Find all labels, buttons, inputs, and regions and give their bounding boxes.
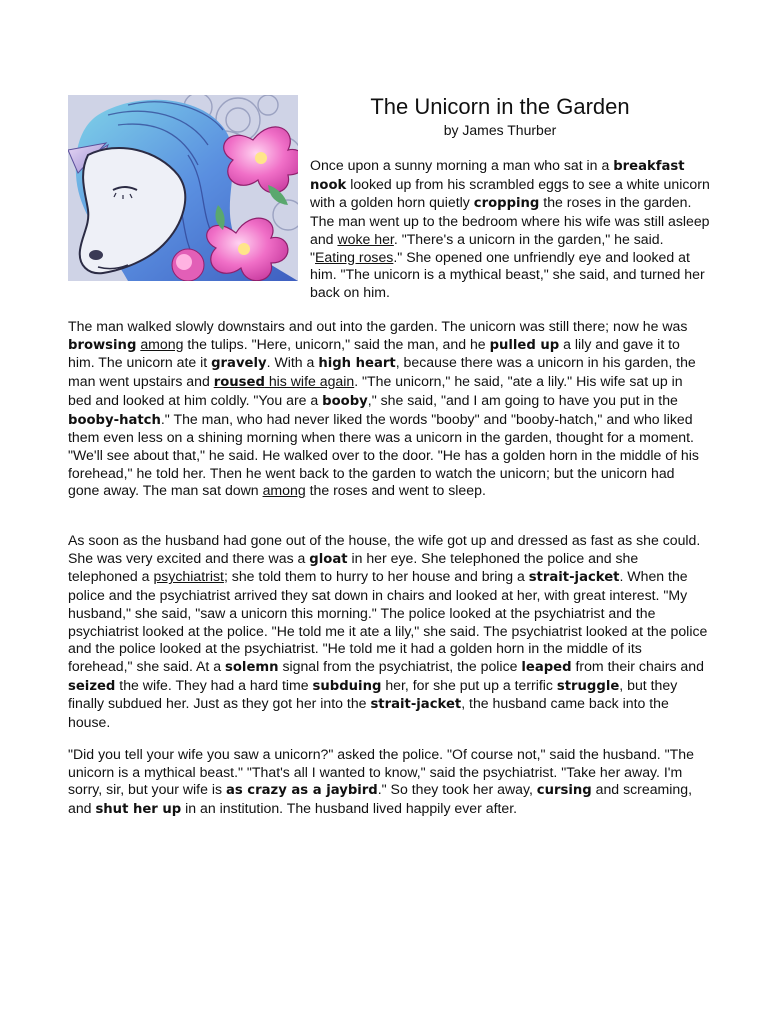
bold-term: booby-hatch — [68, 412, 161, 428]
story-paragraph-3 — [68, 532, 708, 732]
text-run: in her eye. She telephoned the police and she telephoned a — [68, 549, 639, 585]
bold-term: gloat — [309, 551, 348, 567]
text-run: , the husband came back into the house. — [68, 695, 669, 731]
unicorn-illustration — [68, 95, 298, 281]
bold-term: roused — [213, 375, 265, 391]
bold-term: booby — [322, 393, 368, 409]
text-run: her, for she put up a terrific — [381, 676, 557, 693]
underlined-term: among — [262, 482, 306, 499]
text-run: and screaming, and — [68, 781, 692, 817]
bold-term: pulled up — [489, 337, 560, 353]
bold-term: high heart — [318, 356, 396, 372]
underlined-term: his wife again — [264, 373, 355, 390]
bold-term: leaped — [521, 659, 572, 675]
text-run: . "The unicorn," he said, "ate a lily." His wife sat up in bed and looked at him coldly. "You are a — [68, 373, 683, 408]
bold-term: breakfast nook — [310, 159, 685, 193]
bold-term: seized — [68, 678, 116, 694]
unicorn-flower-image — [68, 95, 298, 281]
document-title: The Unicorn in the Garden — [370, 94, 630, 119]
underlined-term: psychiatrist — [153, 568, 224, 585]
text-run: The man walked slowly downstairs and out into the garden. The unicorn was still there; now he was — [68, 318, 688, 334]
text-run: "Did you tell your wife you saw a unicorn?" asked the police. "Of course not," said the husband. "The unicorn is a mythical beast." "That's all I wanted to know," said the psychiatrist. "Take her away. I'm sorry, sir, but your wife is — [68, 746, 694, 798]
bold-term: cursing — [536, 783, 592, 799]
bold-term: cropping — [473, 196, 540, 212]
text-run: from their chairs and — [571, 657, 704, 674]
text-run: the wife. They had a hard time — [115, 676, 313, 693]
story-paragraph-1 — [310, 157, 710, 302]
bold-term: strait-jacket — [370, 697, 462, 713]
text-run: the roses in the garden. The man went up to the bedroom where his wife was still asleep and — [310, 194, 710, 247]
bold-term: strait-jacket — [528, 570, 620, 586]
text-run: . With a — [266, 354, 319, 371]
text-run: ." The man, who had never liked the words "booby" and "booby-hatch," and who liked them even less on a shining morning when there was a unicorn in the garden, thought for a moment. "We'll see about that," he said. He walked over to the door. "He has a golden horn in the middle of his forehead," he told her. Then he went back to the garden to watch the unicorn; but the unicorn had gone away. The man sat down — [68, 410, 699, 499]
text-run: ." She opened one unfriendly eye and looked at him. "The unicorn is a mythical beast," she said, and turned her back on him. — [310, 248, 705, 300]
text-run: . "There's a unicorn in the garden," he said. " — [310, 230, 664, 265]
text-run: the tulips. "Here, unicorn," said the man, and he — [183, 335, 490, 352]
bold-term: browsing — [68, 337, 137, 353]
bold-term: struggle — [556, 678, 620, 694]
bold-term: subduing — [312, 678, 382, 694]
text-run: As soon as the husband had gone out of the house, the wife got up and dressed as fast as she could. She was very excited and there was a — [68, 532, 701, 566]
bold-term: shut her up — [95, 802, 182, 818]
text-run: , but they finally subdued her. Just as they got her into the — [68, 676, 678, 712]
text-run: in an institution. The husband lived happily ever after. — [181, 800, 518, 817]
text-run: ," she said, "and I am going to have you put in the — [367, 391, 678, 408]
text-run: . When the police and the psychiatrist arrived they sat down in chairs and looked at her, with great interest. "My husband," she said, "saw a unicorn this morning." The police looked at the psychiatrist and the psychiatrist looked at the police. "He told me it ate a lily," she said. The psychiatrist looked at the police and the police looked at the psychiatrist. "He told me it had a golden horn in the middle of its forehead," she said. At a — [68, 568, 708, 674]
text-run: looked up from his scrambled eggs to see a white unicorn with a golden horn quietly — [310, 175, 710, 211]
bold-term: as crazy as a jaybird — [225, 783, 378, 799]
text-run: ; she told them to hurry to her house and bring a — [223, 568, 529, 585]
author-byline: by James Thurber — [443, 122, 557, 138]
underlined-term: among — [140, 335, 184, 352]
text-run: the roses and went to sleep. — [305, 482, 486, 499]
text-run: , because there was a unicorn in his garden, the man went upstairs and — [68, 354, 696, 390]
text-run: a lily and gave it to him. The unicorn ate it — [68, 335, 680, 371]
underlined-term: Eating roses — [315, 248, 394, 265]
story-paragraph-2 — [68, 318, 708, 500]
text-run: Once upon a sunny morning a man who sat in a — [310, 157, 614, 173]
underlined-term: woke her — [337, 230, 394, 247]
bold-term: gravely — [211, 356, 267, 372]
story-paragraph-4 — [68, 746, 708, 819]
text-run: ." So they took her away, — [377, 781, 537, 798]
text-run: signal from the psychiatrist, the police — [278, 657, 522, 674]
bold-term: solemn — [225, 659, 279, 675]
